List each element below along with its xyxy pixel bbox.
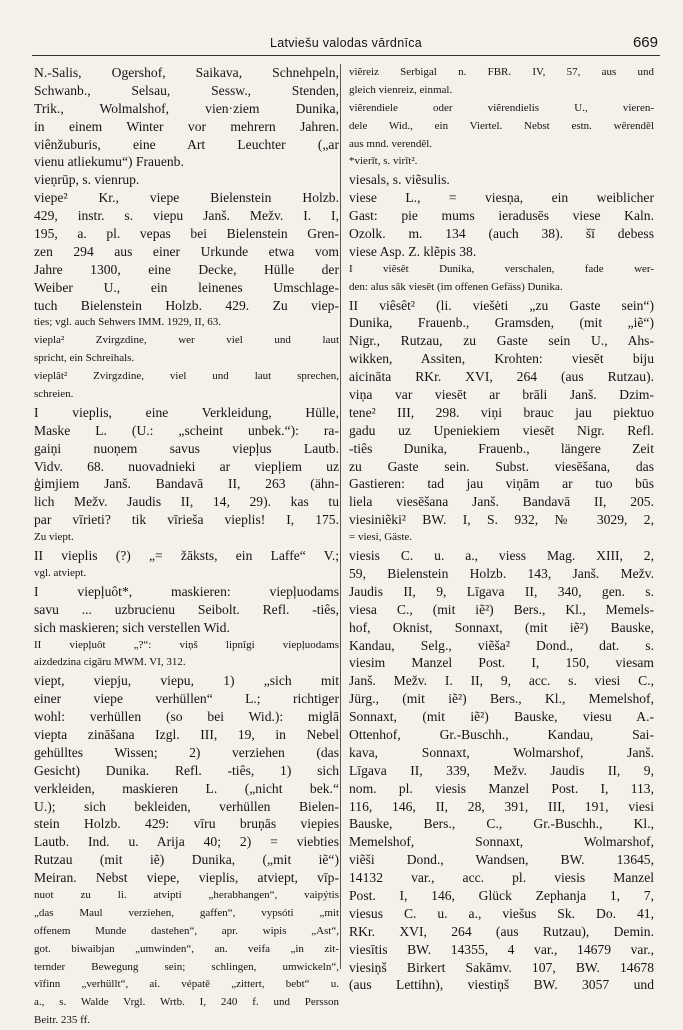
text-line: U.); sich bekleiden, verhüllen Bielen-	[34, 798, 339, 814]
text-line: Bauske, Bers., C., Gr.-Buschh., Kl.,	[349, 816, 654, 832]
text-line: Post. I, 146, Glück Zephanja 1, 7,	[349, 887, 654, 903]
text-line: Memelshof, Sonnaxt, Wolmarshof,	[349, 834, 654, 850]
text-line: Beitr. 235 ff.	[34, 1014, 91, 1027]
page-running-title: Latviešu valodas vārdnīca	[269, 36, 423, 50]
text-line: viese L., = viesņa, ein weiblicher	[349, 190, 654, 206]
text-line: viẽreiz Serbigal n. FBR. IV, 57, aus und	[349, 66, 654, 78]
text-line: gehülltes Wissen; 2) verziehen (das	[34, 744, 339, 760]
text-line: Kandau, Selg., viẽša² Dond., dat. s.	[349, 637, 654, 653]
text-line: Maske L. (U.: „scheint unbek.“): ra-	[34, 422, 339, 438]
text-line: Sonnaxt, (mit iẽ²) Bauske, viesu A.-	[349, 709, 654, 725]
text-line: 116, 146, II, 28, 391, III, 191, viesi	[349, 798, 654, 814]
text-line: zu Gaste sein. Subst. viesēšana, das	[349, 458, 654, 474]
text-line: 59, Bielenstein Holzb. 143, Janš. Mežv.	[349, 565, 654, 581]
text-line: Janš. Mežv. I. II, 9, acc. s. viesi C.,	[349, 673, 654, 689]
page-number: 669	[632, 34, 658, 51]
text-line: vieņrūp, s. vienrup.	[34, 172, 140, 188]
text-line: Meiran. Nebst viepe, vieplis, atviept, vīp-	[34, 870, 339, 886]
text-line: -tiês Dunika, Frauenb., längere Zeit	[349, 440, 654, 456]
text-line: Zu viept.	[34, 531, 74, 544]
text-line: Weiber U., ein leinenes Umschlage-	[34, 279, 339, 295]
text-line: lich Mežv. Jaudis II, 14, 29). kas tu	[34, 494, 339, 510]
text-line: den: alus sāk viesēt (im offenen Gefäss) Dunika.	[349, 280, 563, 293]
text-line: Gesicht) Dunika. Refl. -tiês, 1) sich	[34, 762, 339, 778]
text-line: tuch Bielenstein Holzb. 429. Zu viep-	[34, 297, 339, 313]
text-line: aizdedzina cigāru MWM. VI, 312.	[34, 656, 186, 669]
text-line: Gastieren: tad jau viņām ar tuo būs	[349, 476, 654, 492]
text-line: stein Holzb. 429: vīru bruņās viepies	[34, 816, 339, 832]
text-line: zen 294 aus einer Urkunde etwa vom	[34, 243, 339, 259]
text-line: got. biwaibjan „umwinden“, an. veifa „in zit-	[34, 942, 339, 955]
page-header	[32, 35, 660, 56]
text-line: dele Wid., ein Viertel. Nebst estn. wērendēl	[349, 119, 654, 132]
text-line: sich maskieren; sich verstellen Wid.	[34, 619, 230, 635]
text-line: Trik., Wolmalshof, vien·ziem Dunika,	[34, 100, 339, 116]
text-line: nom. pl. viesis Manzel Post. I, 113,	[349, 780, 654, 796]
text-line: viẽrendiele oder viẽrendielis U., vieren-	[349, 101, 654, 114]
text-line: in einem Winter vor mehrern Jahren.	[34, 118, 339, 134]
text-line: tene² III, 298. viņi brauc jau piektuo	[349, 404, 654, 420]
text-line: Nigr., Rutzau, zu Gaste sein U., Ahs-	[349, 333, 654, 349]
text-line: offenem Munde dastehen“, apr. wipis „Ast“,	[34, 924, 339, 937]
text-line: gadu uz Upeniekiem viesēt Nigr. Refl.	[349, 422, 654, 438]
column-divider	[340, 64, 341, 969]
text-line: Dunika, Frauenb., Gramsden, (mit „iẽ“)	[349, 315, 654, 331]
text-line: vienu atliekumu“) Frauenb.	[34, 154, 184, 170]
text-line: kava, Sonnaxt, Wolmarshof, Janš.	[349, 744, 654, 760]
text-line: Gast: pie mums ieradusēs viese Kaln.	[349, 208, 654, 224]
text-line: „das Maul verziehen, gaffen“, vypsóti „mit	[34, 906, 339, 919]
text-line: 14132 var., acc. pl. viesis Manzel	[349, 870, 654, 886]
text-line: viesiņš Birkert Sakāmv. 107, BW. 14678	[349, 959, 654, 975]
text-line: viesītis BW. 14355, 4 var., 14679 var.,	[349, 941, 654, 957]
text-line: viesiniẽki² BW. I, S. 932, № 3029, 2,	[349, 512, 654, 528]
text-line: viņa var viesēt ar brāli Janš. Dzim-	[349, 387, 654, 403]
text-line: (aus Lettihn), viestiņš BW. 3057 und	[349, 977, 654, 993]
text-line: viesa C., (mit iẽ²) Bers., Kl., Memels-	[349, 601, 654, 617]
text-line: wikken, Assiten, Krohten: viesēt biju	[349, 351, 654, 367]
text-line: Jürg., (mit iẽ²) Bers., Kl., Memelshof,	[349, 691, 654, 707]
text-line: spricht, ein Schreihals.	[34, 352, 135, 365]
text-line: vīfinn „verhüllt“, ai. vépatē „zittert, bebt“ u.	[34, 978, 339, 991]
text-line: viepe² Kr., viepe Bielenstein Holzb.	[34, 190, 339, 206]
text-line: *vierīt, s. virīt².	[349, 155, 418, 168]
text-line: Ottenhof, Gr.-Buschh., Kandau, Sai-	[349, 726, 654, 742]
text-line: I vieplis, eine Verkleidung, Hülle,	[34, 404, 339, 420]
text-line: viesis C. u. a., viess Mag. XIII, 2,	[349, 548, 654, 564]
text-line: II viepļuôt „?“: viņš lipnīgi viepļuodams	[34, 638, 339, 651]
text-line: gaiņi nuoņem savus viepļus Lautb.	[34, 440, 339, 456]
text-line: 195, a. pl. vepas bei Bielenstein Gren-	[34, 226, 339, 242]
text-line: RKr. XVI, 264 (aus Rutzau), Demin.	[349, 923, 654, 939]
text-line: a., s. Walde Vrgl. Wrtb. I, 240 f. und Persson	[34, 996, 339, 1009]
text-line: par vīrieti? tik vīrieša vieplis! I, 175.	[34, 512, 339, 528]
text-line: viesim Manzel Post. I, 150, viesam	[349, 655, 654, 671]
text-line: viese Asp. Z. klẽpis 38.	[349, 243, 477, 259]
text-line: I viẽsêt Dunika, verschalen, fade wer-	[349, 262, 654, 275]
text-line: viept, viepju, viepu, 1) „sich mit	[34, 673, 339, 689]
text-line: Lautb. Ind. u. Arija 40; 2) = viebties	[34, 834, 339, 850]
text-line: vgl. atviept.	[34, 566, 87, 579]
text-line: viesus C. u. a., viešus Sk. Do. 41,	[349, 905, 654, 921]
text-line: Vidv. 68. nuovadnieki ar viepļiem uz	[34, 458, 339, 474]
text-line: viepta zināšana Izgl. III, 19, in Nebel	[34, 726, 339, 742]
text-line: = viesi, Gäste.	[349, 531, 413, 544]
text-line: Schwanb., Selsau, Sessw., Stenden,	[34, 82, 339, 98]
text-line: verkleiden, maskieren L. („nicht bek.“	[34, 780, 339, 796]
text-line: II vieplis (?) „= žāksts, ein Laffe“ V.;	[34, 548, 339, 564]
text-line: Rutzau (mit iẽ) Dunika, („mit iẽ“)	[34, 852, 339, 868]
text-line: 429, instr. s. viepu Janš. Mežv. I. I,	[34, 208, 339, 224]
text-line: wohl: verhüllen (so bei Wid.): miglā	[34, 709, 339, 725]
text-line: Ozolk. m. 134 (auch 38). šī debess	[349, 226, 654, 242]
text-line: einer viepe verhüllen“ L.; richtiger	[34, 691, 339, 707]
text-line: liela viesēšana Janš. Bandavā II, 205.	[349, 494, 654, 510]
text-line: Jahre 1300, eine Decke, Hülle der	[34, 261, 339, 277]
text-line: Jaudis II, 9, Līgava II, 340, gen. s.	[349, 583, 654, 599]
text-line: N.-Salis, Ogershof, Saikava, Schnehpeln,	[34, 65, 339, 80]
text-line: gleich vienreiz, einmal.	[349, 83, 453, 96]
text-line: I viepļuôt*, maskieren: viepļuodams	[34, 583, 339, 599]
text-line: aicināta RKr. XVI, 264 (aus Rutzau).	[349, 369, 654, 385]
text-line: nuot zu li. atvipti „herabhangen“, vaipýtis	[34, 888, 339, 901]
text-line: ternder Bewegung sein; schlingen, umwickeln“,	[34, 960, 339, 973]
text-line: viepla² Zvirgzdine, wer viel und laut	[34, 334, 339, 347]
text-line: ģimjiem Janš. Bandavā II, 263 (ähn-	[34, 476, 339, 492]
text-line: viẽši Dond., Wandsen, BW. 13645,	[349, 852, 654, 868]
text-line: ties; vgl. auch Sehwers IMM. 1929, II, 63.	[34, 316, 221, 329]
text-line: Līgava II, 339, Mežv. Jaudis II, 9,	[349, 762, 654, 778]
text-line: vieplât² Zvirgzdine, viel und laut sprechen,	[34, 370, 339, 383]
right-column	[349, 64, 654, 994]
text-line: schreien.	[34, 388, 74, 401]
text-line: II viêsêt² (li. viešėti „zu Gaste sein“)	[349, 297, 654, 313]
text-line: viesals, s. viẽsulis.	[349, 172, 450, 188]
left-column	[34, 64, 339, 1030]
text-line: hof, Oknist, Sonnaxt, (mit iẽ²) Bauske,	[349, 619, 654, 635]
text-line: savu ... uzbrucienu Seibolt. Refl. -tiês,	[34, 601, 339, 617]
text-line: aus mnd. verendêl.	[349, 137, 433, 150]
text-line: viênžuburis, eine Art Leuchter („ar	[34, 136, 339, 152]
